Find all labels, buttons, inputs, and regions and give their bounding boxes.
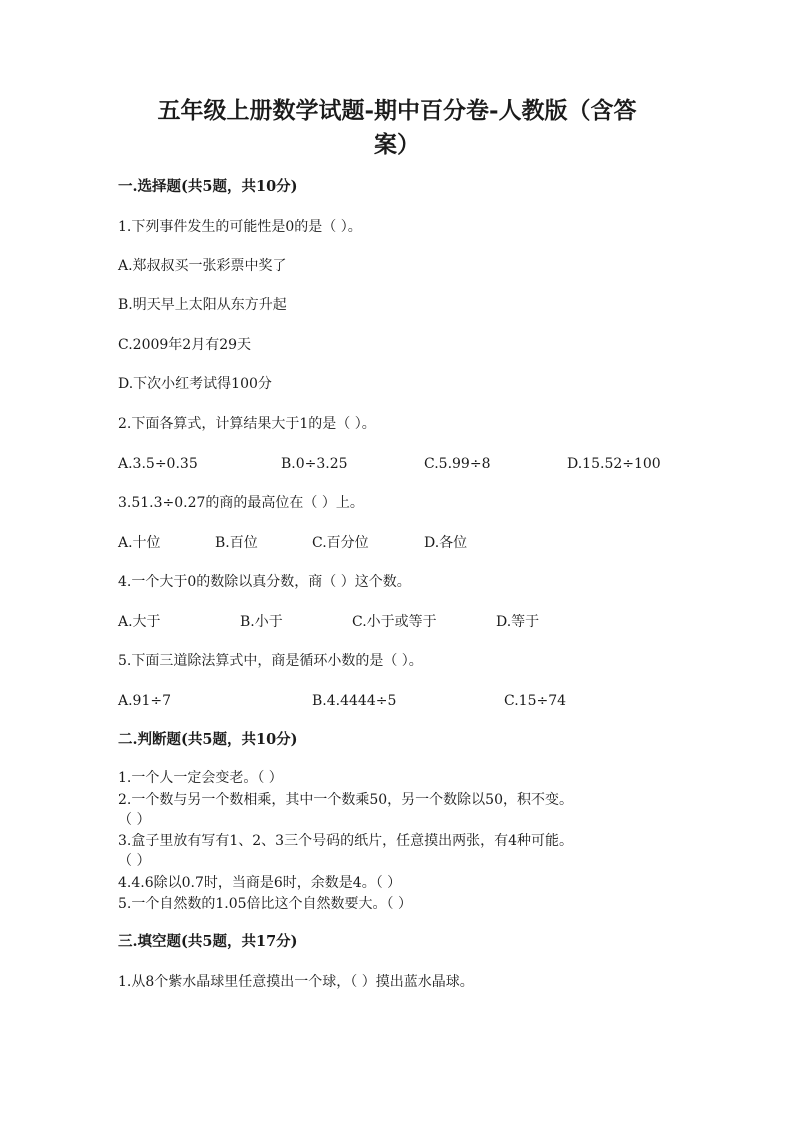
choice-question-4: 4.一个大于0的数除以真分数，商（ ）这个数。 <box>118 574 411 590</box>
choice-2-option-a: A.3.5÷0.35 <box>118 456 198 472</box>
choice-3-option-b: B.百位 <box>215 535 258 551</box>
choice-5-option-a: A.91÷7 <box>118 693 172 709</box>
choice-1-option-a: A.郑叔叔买一张彩票中奖了 <box>118 258 287 274</box>
judge-question-3: 3.盒子里放有写有1、2、3三个号码的纸片，任意摸出两张，有4种可能。 <box>118 833 573 849</box>
choice-5-option-b: B.4.4444÷5 <box>312 693 397 709</box>
choice-4-option-a: A.大于 <box>118 614 161 630</box>
choice-question-2: 2.下面各算式，计算结果大于1的是（ ）。 <box>118 416 376 432</box>
section-heading-choice: 一.选择题(共5题，共10分) <box>118 178 298 195</box>
choice-3-option-c: C.百分位 <box>312 535 369 551</box>
choice-3-option-d: D.各位 <box>424 535 468 551</box>
choice-2-option-c: C.5.99÷8 <box>424 456 491 472</box>
section-heading-fill: 三.填空题(共5题，共17分) <box>118 933 298 950</box>
judge-question-2: 2.一个数与另一个数相乘，其中一个数乘50，另一个数除以50，积不变。 <box>118 792 573 808</box>
choice-question-3: 3.51.3÷0.27的商的最高位在（ ）上。 <box>118 495 364 511</box>
choice-4-option-d: D.等于 <box>496 614 540 630</box>
choice-question-1: 1.下列事件发生的可能性是0的是（ ）。 <box>118 219 362 235</box>
judge-question-4: 4.4.6除以0.7时，当商是6时，余数是4。（ ） <box>118 875 402 891</box>
choice-2-option-d: D.15.52÷100 <box>567 456 661 472</box>
fill-question-1: 1.从8个紫水晶球里任意摸出一个球，（ ）摸出蓝水晶球。 <box>118 974 474 990</box>
choice-3-option-a: A.十位 <box>118 535 161 551</box>
judge-question-5: 5.一个自然数的1.05倍比这个自然数要大。（ ） <box>118 896 412 912</box>
page-title-line1: 五年级上册数学试题-期中百分卷-人教版（含答 <box>157 97 637 124</box>
choice-1-option-c: C.2009年2月有29天 <box>118 337 252 353</box>
judge-question-3-cont: （ ） <box>118 853 151 869</box>
choice-5-option-c: C.15÷74 <box>504 693 567 709</box>
choice-4-option-c: C.小于或等于 <box>352 614 437 630</box>
page-title-line2: 案） <box>374 131 420 158</box>
choice-2-option-b: B.0÷3.25 <box>281 456 348 472</box>
judge-question-1: 1.一个人一定会变老。（ ） <box>118 770 283 786</box>
choice-1-option-d: D.下次小红考试得100分 <box>118 376 272 392</box>
section-heading-judge: 二.判断题(共5题，共10分) <box>118 731 298 748</box>
choice-1-option-b: B.明天早上太阳从东方升起 <box>118 297 287 313</box>
choice-4-option-b: B.小于 <box>240 614 283 630</box>
choice-question-5: 5.下面三道除法算式中，商是循环小数的是（ ）。 <box>118 653 423 669</box>
page-title <box>120 94 674 162</box>
judge-question-2-cont: （ ） <box>118 812 151 828</box>
